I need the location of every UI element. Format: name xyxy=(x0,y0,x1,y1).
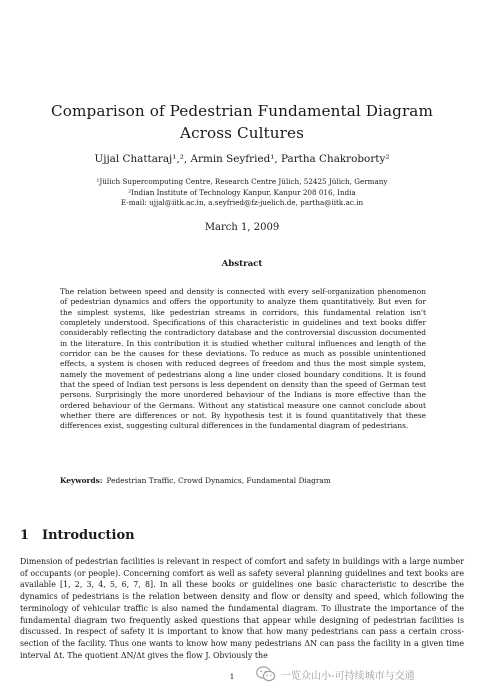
wechat-icon xyxy=(256,666,276,682)
affiliations xyxy=(40,177,444,209)
affiliation-juelich: ¹Jülich Supercomputing Centre, Research Centre Jülich, 52425 Jülich, Germany xyxy=(96,177,388,186)
paper-title: Comparison of Pedestrian Fundamental Diagram Across Cultures xyxy=(51,102,433,142)
abstract-text: The relation between speed and density is connected with every self-organization phenomenon of pedestrian dynamics and offers the opportunity to analyze them quantitatively. But even for the simplest systems, like pedestrian streams in corridors, this fundamental relation isn't completely understood. Specifications of this characteristic in guidelines and text books differ considerably reflecting the contradictory database and the controversial discussion documented in the literature. In this contribution it is studied whether cultural influences and length of the corridor can be the causes for these deviations. To reduce as much as possible unintentioned effects, a system is chosen with reduced degrees of freedom and thus the most simple system, namely the movement of pedestrians along a line under closed boundary conditions. It is found that the speed of Indian test persons is less dependent on density than the speed of German test persons. Surprisingly the more unordered behaviour of the Indians is more effective than the ordered behaviour of the Germans. Without any statistical measure one cannot conclude about whether there are differences or not. By hypothesis test it is found quantitatively that these differences exist, suggesting cultural differences in the fundamental diagram of pedestrians. xyxy=(60,287,426,431)
section-heading xyxy=(20,528,135,544)
keywords-list: Pedestrian Traffic, Crowd Dynamics, Fundamental Diagram xyxy=(106,476,331,485)
section-number: 1 xyxy=(20,528,30,543)
abstract-heading: Abstract xyxy=(221,259,263,269)
watermark-text: 一览众山小-可持续城市与交通 xyxy=(281,670,415,682)
page-number: 1 xyxy=(229,672,235,681)
introduction-text: Dimension of pedestrian facilities is relevant in respect of comfort and safety in buildings with a large number of occupants (or people). Concerning comfort as well as safety several planning guidelines and text books are available [1, 2, 3, 4, 5, 6, 7, 8]. In all these books or guidelines one basic characteristic to describe the dynamics of pedestrians is the relation between density and flow or density and speed, which following the terminology of vehicular traffic is also named the fundamental diagram. To illustrate the importance of the fundamental diagram two frequently asked questions that appear while designing of pedestrian facilities is discussed. In respect of safety it is important to know that how many pedestrians can pass a certain cross-section of the facility. Thus one wants to know how many pedestrians ΔN can pass the facility in a given time interval Δt. The quotient ΔN/Δt gives the flow J. Obviously the xyxy=(20,557,464,660)
author-emails: E-mail: ujjal@iitk.ac.in, a.seyfried@fz-juelich.de, partha@iitk.ac.in xyxy=(120,198,364,207)
watermark xyxy=(256,666,415,682)
keywords-line xyxy=(60,476,430,486)
affiliation-iit-kanpur: ²Indian Institute of Technology Kanpur, Kanpur 208 016, India xyxy=(128,187,356,197)
author-list: Ujjal Chattaraj¹,², Armin Seyfried¹, Partha Chakroborty² xyxy=(94,153,390,165)
paper-date: March 1, 2009 xyxy=(204,222,280,233)
keywords-label: Keywords: xyxy=(60,476,103,485)
section-title: Introduction xyxy=(42,528,135,543)
